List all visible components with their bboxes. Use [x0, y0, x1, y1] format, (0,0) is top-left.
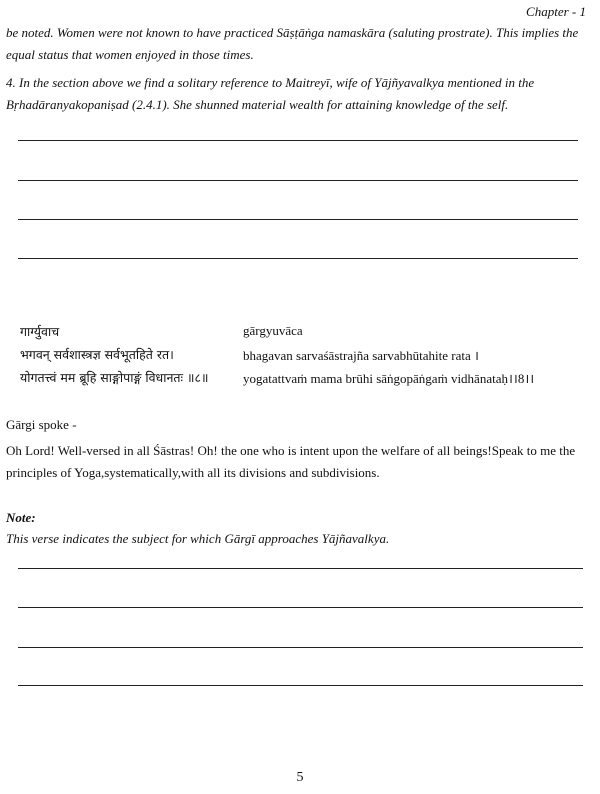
chapter-header: Chapter - 1	[526, 4, 586, 19]
writing-line	[18, 219, 578, 220]
verse-translit-line-1: gārgyuvāca	[243, 323, 303, 338]
writing-line	[18, 685, 583, 686]
verse-translit-line-3: yogatattvaṁ mama brūhi sāṅgopāṅgaṁ vidhānataḥ।।8।।	[243, 371, 535, 386]
writing-line	[18, 258, 578, 259]
speaker-label: Gārgi spoke -	[6, 417, 77, 432]
paragraph-point-4: 4. In the section above we find a solitary reference to Maitreyī, wife of Yājñyavalkya mentioned in the Bṛhadāranyakopaniṣad (2.4.1). She shunned material wealth for attaining knowledge of the self.	[6, 75, 535, 112]
note-heading: Note:	[6, 510, 36, 525]
verse-translit-line-2: bhagavan sarvaśāstrajña sarvabhūtahite rata ।	[243, 348, 479, 363]
writing-line	[18, 140, 578, 141]
paragraph-noted: be noted. Women were not known to have practiced Sāṣṭāṅga namaskāra (saluting prostrate). This implies the equal status that women enjoyed in those times.	[6, 25, 579, 62]
page-number: 5	[296, 770, 304, 785]
note-text: This verse indicates the subject for which Gārgī approaches Yājñavalkya.	[6, 531, 390, 546]
writing-line	[18, 180, 578, 181]
writing-line	[18, 568, 583, 569]
verse-sanskrit-line-1: गार्ग्युवाच	[20, 324, 60, 339]
verse-sanskrit-line-2: भगवन् सर्वशास्त्रज्ञ सर्वभूतहिते रत।	[20, 347, 174, 362]
writing-line	[18, 607, 583, 608]
verse-sanskrit-line-3: योगतत्त्वं मम ब्रूहि साङ्गोपाङ्गं विधानतः ॥८॥	[20, 370, 209, 385]
writing-line	[18, 647, 583, 648]
verse-translation: Oh Lord! Well-versed in all Śāstras! Oh! the one who is intent upon the welfare of all beings!Speak to me the principles of Yoga,systematically,with all its divisions and subdivisions.	[6, 443, 576, 480]
